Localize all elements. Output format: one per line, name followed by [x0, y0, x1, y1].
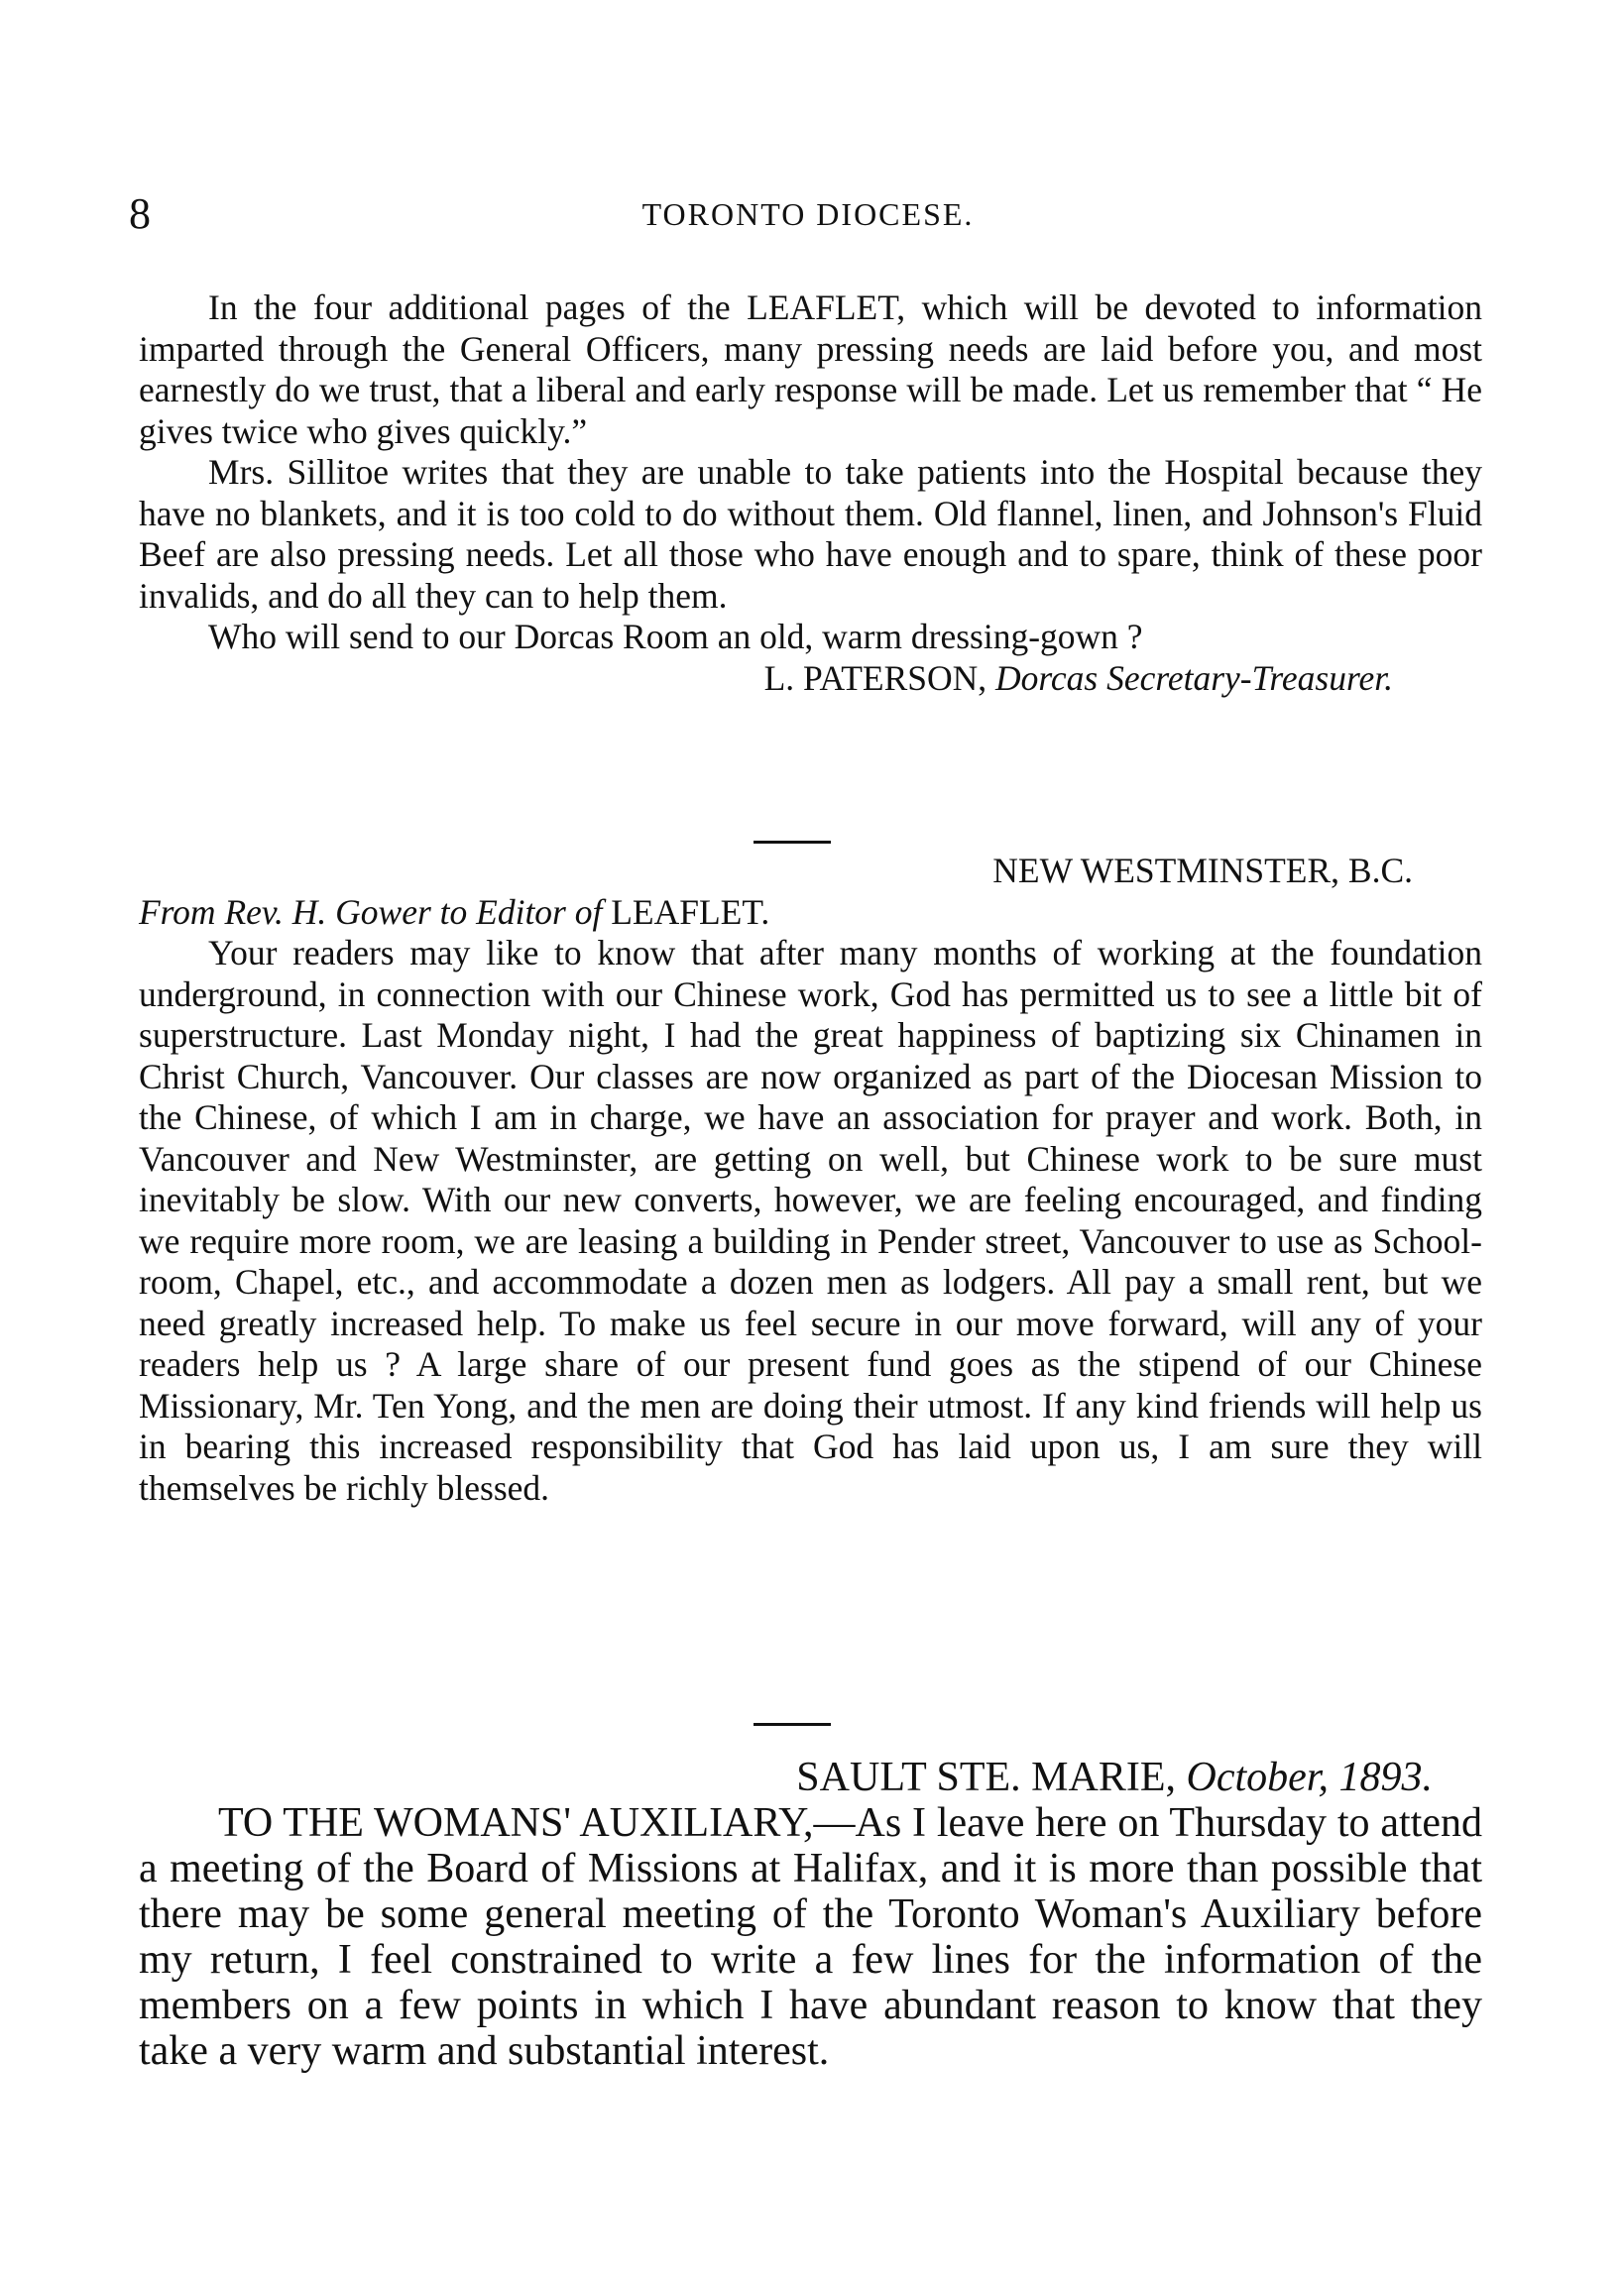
- page-number: 8: [129, 189, 151, 238]
- signature-title: Dorcas Secretary-Treasurer.: [995, 657, 1393, 698]
- paragraph-leaflet-appeal: In the four additional pages of the LEAFLET, which will be devoted to information imparted through the General Officers, many pressing needs are laid before you, and most earnestly do we trust, that a liberal and early response will be made. Let us remember that “ He gives twice who gives quickly.”: [139, 287, 1482, 451]
- section-divider: [754, 1723, 831, 1726]
- paragraph-gower-letter: Your readers may like to know that after many months of working at the foundation underground, in connection with our Chinese work, God has permitted us to see a little bit of superstructure. Last Monday night, I had the great happiness of baptizing six Chinamen in Christ Church, Vancouver. Our classes are now organized as part of the Diocesan Mission to the Chinese, of which I am in charge, we have an association for prayer and work. Both, in Vancouver and New Westminster, are getting on well, but Chinese work to be sure must inevitably be slow. With our new converts, however, we are feeling encouraged, and finding we require more room, we are leasing a building in Pender street, Vancouver to use as School-room, Chapel, etc., and accommodate a dozen men as lodgers. All pay a small rent, but we need greatly increased help. To make us feel secure in our move forward, will any of your readers help us ? A large share of our present fund goes as the stipend of our Chinese Missionary, Mr. Ten Yong, and the men are doing their utmost. If any kind friends will help us in bearing this increased responsibility that God has laid upon us, I am sure they will themselves be richly blessed.: [139, 933, 1482, 1508]
- section-sault-ste-marie: [139, 1755, 1482, 2074]
- section-divider: [754, 841, 831, 844]
- page-header: [129, 188, 1487, 248]
- paragraph-bishop-letter: [139, 1800, 1482, 2074]
- section-toronto-dorcas: [139, 287, 1482, 699]
- letter-body: —As I leave here on Thursday to attend a meeting of the Board of Missions at Halifax, and it is more than possible that there may be some general meeting of the Toronto Woman's Auxiliary before my return, I feel constrained to write a few lines for the information of the members on a few points in which I have abundant reason to know that they take a very warm and substantial interest.: [139, 1800, 1482, 2074]
- dateline-sault-ste-marie: [139, 1755, 1482, 1800]
- paragraph-sillitoe: Mrs. Sillitoe writes that they are unable to take patients into the Hospital because they have no blankets, and it is too cold to do without them. Old flannel, linen, and Johnson's Fluid Beef are also pressing needs. Let all those who have enough and to spare, think of these poor invalids, and do all they can to help them.: [139, 452, 1482, 616]
- dateline-new-westminster: NEW WESTMINSTER, B.C.: [992, 851, 1413, 890]
- from-line-leaflet: LEAFLET.: [611, 891, 770, 932]
- signature-name: L. PATERSON,: [763, 657, 987, 698]
- salutation: TO THE WOMANS' AUXILIARY,: [218, 1800, 814, 1846]
- section-new-westminster: [139, 851, 1482, 1509]
- from-line-prefix: From Rev. H. Gower to Editor of: [139, 891, 603, 932]
- dateline-place: SAULT STE. MARIE,: [796, 1755, 1177, 1800]
- signature: [139, 658, 1482, 700]
- from-line: [139, 892, 1482, 934]
- paragraph-dressing-gown: Who will send to our Dorcas Room an old, warm dressing-gown ?: [208, 617, 1143, 656]
- running-head: TORONTO DIOCESE.: [641, 196, 975, 232]
- dateline-date: October, 1893.: [1186, 1755, 1433, 1800]
